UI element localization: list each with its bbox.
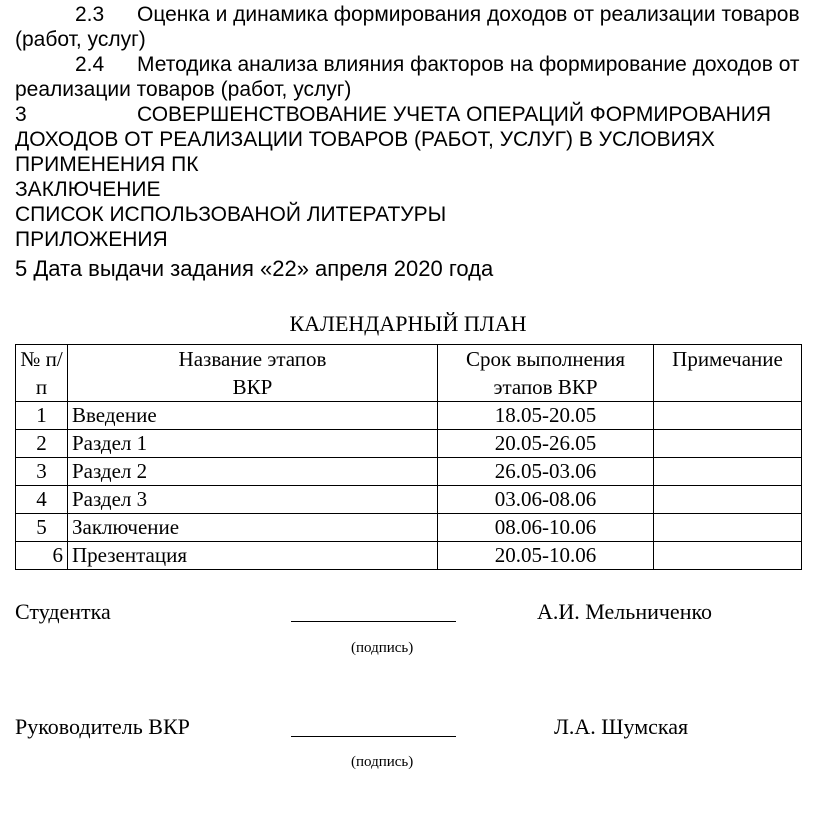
table-row xyxy=(16,402,802,430)
row-stage-name: Раздел 3 xyxy=(68,486,438,514)
row-stage-name: Заключение xyxy=(68,514,438,542)
header-number: № п/п xyxy=(16,345,68,402)
row-number: 3 xyxy=(16,458,68,486)
signature-name-supervisor: Л.А. Шумская xyxy=(554,714,689,739)
signature-role-supervisor: Руководитель ВКР xyxy=(15,714,190,739)
row-term: 26.05-03.06 xyxy=(438,458,654,486)
toc-item-references: СПИСОК ИСПОЛЬЗОВАНОЙ ЛИТЕРАТУРЫ xyxy=(15,203,447,226)
issue-date-suffix: года xyxy=(448,256,494,281)
row-note xyxy=(654,514,802,542)
table-row xyxy=(16,514,802,542)
issue-date xyxy=(15,257,493,281)
toc-text: СОВЕРШЕНСТВОВАНИЕ УЧЕТА ОПЕРАЦИЙ ФОРМИРОВАНИЯ xyxy=(137,103,772,126)
row-note xyxy=(654,430,802,458)
table-row xyxy=(16,542,802,570)
row-note xyxy=(654,486,802,514)
signature-name-student: А.И. Мельниченко xyxy=(537,599,713,624)
row-stage-name: Раздел 1 xyxy=(68,430,438,458)
toc-text-continued: ПРИМЕНЕНИЯ ПК xyxy=(15,153,199,176)
signature-caption-student: (подпись) xyxy=(351,640,414,656)
row-number: 2 xyxy=(16,430,68,458)
toc-number: 2.3 xyxy=(75,3,105,26)
row-number: 4 xyxy=(16,486,68,514)
toc-item-conclusion: ЗАКЛЮЧЕНИЕ xyxy=(15,178,161,201)
header-note: Примечание xyxy=(654,345,802,402)
toc-text-continued: (работ, услуг) xyxy=(15,28,146,51)
toc-number: 2.4 xyxy=(75,53,105,76)
row-term: 08.06-10.06 xyxy=(438,514,654,542)
toc-item-3 xyxy=(15,103,771,127)
toc-text-continued: реализации товаров (работ, услуг) xyxy=(15,78,352,101)
toc-item-2-3 xyxy=(75,3,800,27)
header-stage-name: Название этапов ВКР xyxy=(68,345,438,402)
table-row xyxy=(16,486,802,514)
row-number: 5 xyxy=(16,514,68,542)
plan-title: КАЛЕНДАРНЫЙ ПЛАН xyxy=(289,311,527,336)
row-term: 03.06-08.06 xyxy=(438,486,654,514)
row-term: 20.05-10.06 xyxy=(438,542,654,570)
table-row xyxy=(16,430,802,458)
row-term: 20.05-26.05 xyxy=(438,430,654,458)
row-number: 6 xyxy=(16,542,68,570)
toc-number: 3 xyxy=(15,103,27,126)
header-term: Срок выполнения этапов ВКР xyxy=(438,345,654,402)
toc-item-2-4 xyxy=(75,53,800,77)
row-stage-name: Презентация xyxy=(68,542,438,570)
signature-role-student: Студентка xyxy=(15,599,111,624)
toc-text-continued: ДОХОДОВ ОТ РЕАЛИЗАЦИИ ТОВАРОВ (РАБОТ, УСЛУГ) В УСЛОВИЯХ xyxy=(15,128,715,151)
signature-line-supervisor xyxy=(291,735,456,737)
row-stage-name: Введение xyxy=(68,402,438,430)
row-stage-name: Раздел 2 xyxy=(68,458,438,486)
toc-item-appendices: ПРИЛОЖЕНИЯ xyxy=(15,228,168,251)
toc-text: Методика анализа влияния факторов на формирование доходов от xyxy=(137,53,800,76)
toc-text: Оценка и динамика формирования доходов от реализации товаров xyxy=(137,3,800,26)
row-term: 18.05-20.05 xyxy=(438,402,654,430)
row-note xyxy=(654,402,802,430)
row-number: 1 xyxy=(16,402,68,430)
row-note xyxy=(654,542,802,570)
issue-date-text: 5 Дата выдачи задания «22» апреля 2020 xyxy=(15,256,443,281)
calendar-plan-table xyxy=(15,344,802,570)
signature-caption-supervisor: (подпись) xyxy=(351,754,414,770)
row-note xyxy=(654,458,802,486)
signature-line-student xyxy=(291,620,456,622)
table-header-row xyxy=(16,345,802,402)
table-row xyxy=(16,458,802,486)
